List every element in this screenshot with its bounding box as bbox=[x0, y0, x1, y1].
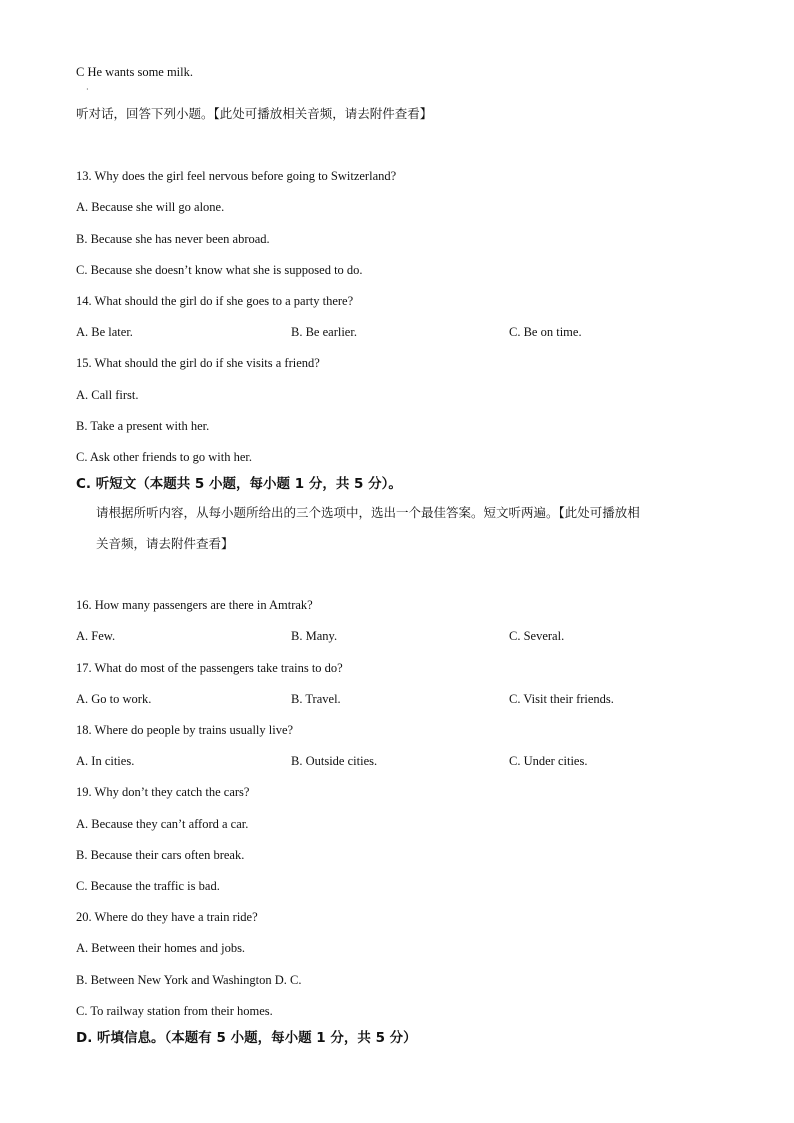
question-20: 20. Where do they have a train ride? bbox=[76, 910, 258, 924]
q20-option-b: B. Between New York and Washington D. C. bbox=[76, 973, 302, 987]
q20-option-c: C. To railway station from their homes. bbox=[76, 1004, 273, 1018]
q19-option-b: B. Because their cars often break. bbox=[76, 848, 245, 862]
q16-option-b: B. Many. bbox=[291, 629, 338, 643]
question-19: 19. Why don’t they catch the cars? bbox=[76, 785, 250, 799]
question-18: 18. Where do people by trains usually live? bbox=[76, 723, 294, 737]
question-14: 14. What should the girl do if she goes to a party there? bbox=[76, 294, 354, 308]
section-d-title: D. 听填信息。（本题有 5 小题，每小题 1 分，共 5 分） bbox=[76, 1030, 417, 1046]
q13-option-a: A. Because she will go alone. bbox=[76, 200, 225, 214]
section-c-instruction-1: 请根据所听内容，从每小题所给出的三个选项中，选出一个最佳答案。短文听两遍。【此处可播放相 bbox=[96, 505, 640, 520]
q20-option-a: A. Between their homes and jobs. bbox=[76, 941, 246, 955]
question-15: 15. What should the girl do if she visits a friend? bbox=[76, 356, 320, 370]
q15-option-b: B. Take a present with her. bbox=[76, 419, 210, 433]
q14-option-b: B. Be earlier. bbox=[291, 325, 357, 339]
q13-option-b: B. Because she has never been abroad. bbox=[76, 232, 270, 246]
stray-dot: · bbox=[86, 85, 89, 94]
q13-option-c: C. Because she doesn’t know what she is supposed to do. bbox=[76, 263, 363, 277]
option-c-milk: C He wants some milk. bbox=[76, 65, 194, 79]
q17-option-a: A. Go to work. bbox=[76, 692, 152, 706]
q15-option-a: A. Call first. bbox=[76, 388, 139, 402]
section-c-instruction-2: 关音频，请去附件查看】 bbox=[96, 536, 234, 551]
section-c-title: C. 听短文（本题共 5 小题，每小题 1 分，共 5 分）。 bbox=[76, 476, 402, 492]
q14-option-a: A. Be later. bbox=[76, 325, 133, 339]
q19-option-c: C. Because the traffic is bad. bbox=[76, 879, 220, 893]
q16-option-a: A. Few. bbox=[76, 629, 116, 643]
q18-option-a: A. In cities. bbox=[76, 754, 135, 768]
q17-option-b: B. Travel. bbox=[291, 692, 341, 706]
q17-option-c: C. Visit their friends. bbox=[509, 692, 614, 706]
q16-option-c: C. Several. bbox=[509, 629, 565, 643]
question-13: 13. Why does the girl feel nervous before going to Switzerland? bbox=[76, 169, 397, 183]
question-17: 17. What do most of the passengers take trains to do? bbox=[76, 661, 343, 675]
q18-option-b: B. Outside cities. bbox=[291, 754, 378, 768]
dialog-instruction: 听对话，回答下列小题。【此处可播放相关音频，请去附件查看】 bbox=[76, 106, 433, 121]
q15-option-c: C. Ask other friends to go with her. bbox=[76, 450, 253, 464]
q18-option-c: C. Under cities. bbox=[509, 754, 588, 768]
question-16: 16. How many passengers are there in Amtrak? bbox=[76, 598, 313, 612]
q19-option-a: A. Because they can’t afford a car. bbox=[76, 817, 249, 831]
q14-option-c: C. Be on time. bbox=[509, 325, 582, 339]
